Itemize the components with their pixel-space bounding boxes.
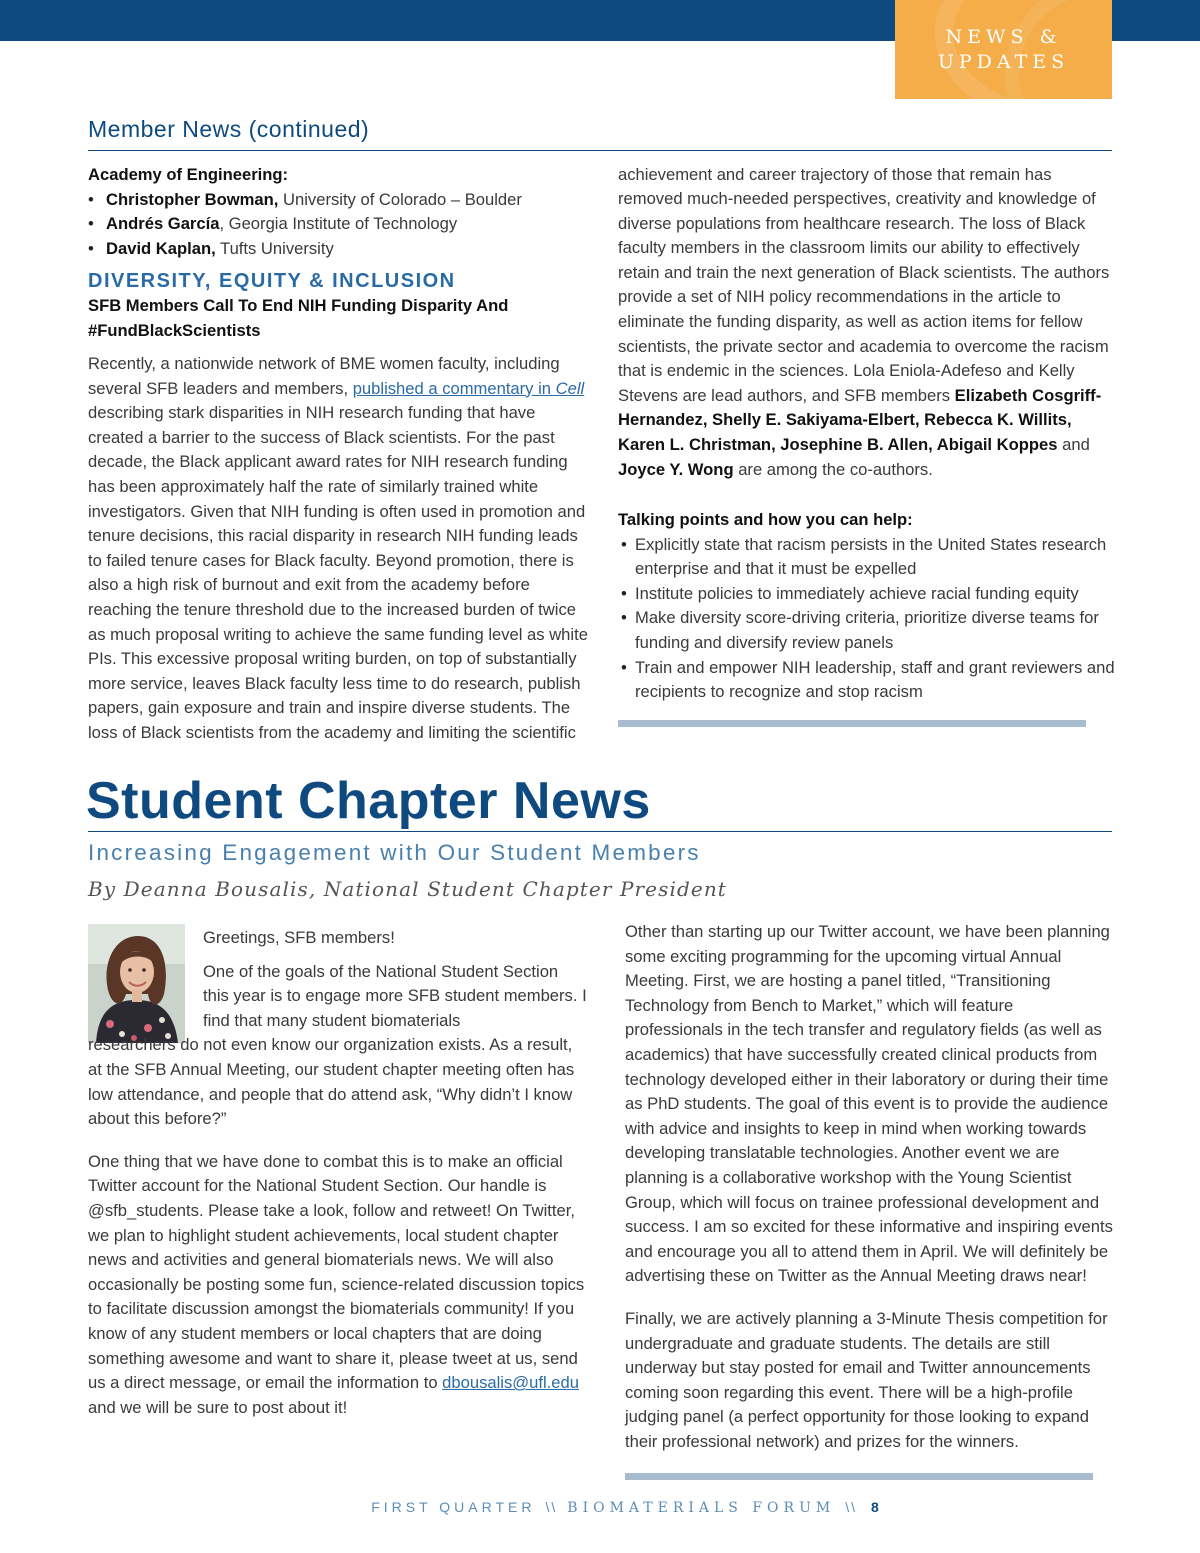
list-item	[88, 212, 593, 237]
section-title-member-news: Member News (continued)	[88, 116, 370, 142]
page-number: 8	[870, 1499, 879, 1515]
paragraph-3mt: Finally, we are actively planning a 3-Minute Thesis competition for undergraduate and graduate students. The details are still underway but stay posted for email and Twitter announcements coming soon regarding this event. There will be a high-profile judging panel (a perfect opportunity for those looking to expand their professional network) and prizes for the winners.	[625, 1308, 1108, 1451]
member-affiliation: University of Colorado – Boulder	[278, 189, 522, 209]
talking-points	[618, 508, 1118, 705]
list-item: • Institute policies to immediately achieve racial funding equity	[618, 582, 1118, 607]
academy-member-list	[88, 188, 593, 262]
footer-issue: FIRST QUARTER	[371, 1499, 536, 1515]
email-link[interactable]: dbousalis@ufl.edu	[442, 1373, 579, 1393]
list-item	[88, 237, 593, 262]
member-affiliation: Tufts University	[215, 238, 334, 258]
commentary-link[interactable]: published a commentary in Cell	[352, 378, 585, 398]
section-end-bar	[618, 720, 1086, 727]
student-news-column-right	[625, 920, 1115, 1454]
paragraph-intro: researchers do not even know our organization exists. As a result, at the SFB Annual Meeting, our student chapter meeting often has low attendance, and people that do attend ask, “Why didn’t I know about this before?”	[88, 1035, 575, 1129]
member-affiliation: , Georgia Institute of Technology	[219, 214, 458, 234]
member-name: David Kaplan,	[106, 238, 216, 258]
member-news-column-left	[88, 163, 593, 344]
body-text: Recently, a nationwide network of BME women faculty, including several SFB leaders and members,	[88, 354, 560, 398]
body-text: and we will be sure to post about it!	[88, 1397, 348, 1417]
section-title-student-chapter: Student Chapter News	[86, 772, 651, 830]
list-item: • Make diversity score-driving criteria, prioritize diverse teams for funding and diversify review panels	[618, 606, 1118, 655]
footer-publication: BIOMATERIALS FORUM	[567, 1500, 836, 1516]
page-footer	[0, 1499, 1200, 1516]
body-text: and	[1057, 435, 1090, 455]
footer-separator: \\	[545, 1499, 558, 1515]
paragraph-programming: Other than starting up our Twitter account, we have been planning some exciting programming for the upcoming virtual Annual Meeting. First, we are hosting a panel titled, “Transitioning Technology from Bench to Market,” which will feature professionals in the tech transfer and regulatory fields (as well as academics) that have successfully created clinical products from technology developed either in their laboratory or during their time as PhD students. The goal of this event is to provide the audience with advice and insights to keep in mind when working towards developing translatable technologies. Another event we are planning is a collaborative workshop with the Young Scientist Group, which will focus on trainee professional development and success. I am so excited for these informative and inspiring events and encourage you all to attend them in April. We will definitely be advertising these on Twitter as the Annual Meeting draws near!	[625, 922, 1113, 1286]
member-name: Christopher Bowman,	[106, 189, 279, 209]
body-text: describing stark disparities in NIH research funding that have created a barrier to the success of Black scientists. For the past decade, the Black applicant award rates for NIH research funding has been approximately half the rate of similarly trained white investigators. Given that NIH funding is often used in promotion and tenure decisions, this racial disparity in research NIH funding leads to failed tenure cases for Black faculty. Beyond promotion, there is also a high risk of burnout and exit from the academy before reaching the tenure threshold due to the increased burden of twice as much proposal writing to achieve the same funding level as white PIs. This excessive proposal writing burden, on top of substantially more service, leaves Black faculty less time to do research, publish papers, gain exposure and train and inspire diverse students. The loss of Black scientists from the academy and limiting the scientific	[88, 403, 588, 742]
dei-body-part1	[88, 352, 593, 746]
body-text: One thing that we have done to combat this is to make an official Twitter account for the National Student Section. Our handle is @sfb_students. Please take a look, follow and retweet! On Twitter, we plan to highlight student achievements, local student chapter news and activities and general biomaterials news. We will also occasionally be posting some fun, science-related discussion topics to facilitate discussion amongst the biomaterials community! If you know of any student members or local chapters that are doing something awesome and want to share it, please tweet at us, send us a direct message, or email the information to	[88, 1151, 585, 1393]
tab-label-line1: NEWS &	[945, 26, 1062, 48]
coauthor-name: Joyce Y. Wong	[618, 459, 734, 479]
article-byline: By Deanna Bousalis, National Student Chapter President	[88, 877, 727, 901]
paragraph-twitter	[88, 1150, 588, 1421]
dei-article-body-flow	[618, 163, 1118, 482]
paragraph-intro-wrapped: One of the goals of the National Student Section this year is to engage more SFB student members. I find that many student biomaterials	[203, 961, 587, 1030]
article-subtitle: Increasing Engagement with Our Student Members	[88, 840, 701, 865]
article-headline: SFB Members Call To End NIH Funding Disparity And #FundBlackScientists	[88, 296, 509, 340]
greeting: Greetings, SFB members!	[203, 928, 395, 947]
footer-separator: \\	[845, 1499, 857, 1515]
dei-article-body-continued	[618, 163, 1118, 482]
body-text: are among the co-authors.	[733, 459, 933, 479]
coauthor-names: Elizabeth Cosgriff-Hernandez, Shelly E. Sakiyama-Elbert, Rebecca K. Willits, Karen L. Christman, Josephine B. Allen, Abigail Koppes	[618, 385, 1102, 455]
list-item: • Train and empower NIH leadership, staff and grant reviewers and recipients to recognize and stop racism	[618, 656, 1118, 705]
member-name: Andrés García	[106, 214, 220, 234]
list-item: • Explicitly state that racism persists in the United States research enterprise and that it must be expelled	[618, 533, 1118, 582]
talking-points-list	[618, 533, 1118, 705]
section-end-bar	[625, 1473, 1093, 1480]
list-item	[88, 188, 593, 213]
divider-rule	[88, 831, 1112, 832]
divider-rule	[88, 150, 1112, 151]
body-text: achievement and career trajectory of those that remain has removed much-needed perspectives, creativity and knowledge of diverse populations from healthcare research. The loss of Black faculty members in the classroom limits our ability to effectively retain and train the next generation of Black scientists. The authors provide a set of NIH policy recommendations in the article to eliminate the funding disparity, as well as action items for fellow scientists, the private sector and academia to overcome the racism that is endemic in the sciences. Lola Eniola-Adefeso and Kelly Stevens are lead authors, and SFB members	[618, 164, 1110, 405]
dei-heading: DIVERSITY, EQUITY & INCLUSION	[88, 270, 456, 293]
student-news-column-left	[88, 926, 588, 1420]
talking-points-heading: Talking points and how you can help:	[618, 510, 913, 529]
tab-label-line2: UPDATES	[937, 51, 1070, 73]
dei-body-part2	[618, 163, 1118, 483]
academy-heading: Academy of Engineering:	[88, 165, 289, 184]
dei-article-body	[88, 352, 593, 746]
news-updates-tab	[895, 0, 1112, 99]
